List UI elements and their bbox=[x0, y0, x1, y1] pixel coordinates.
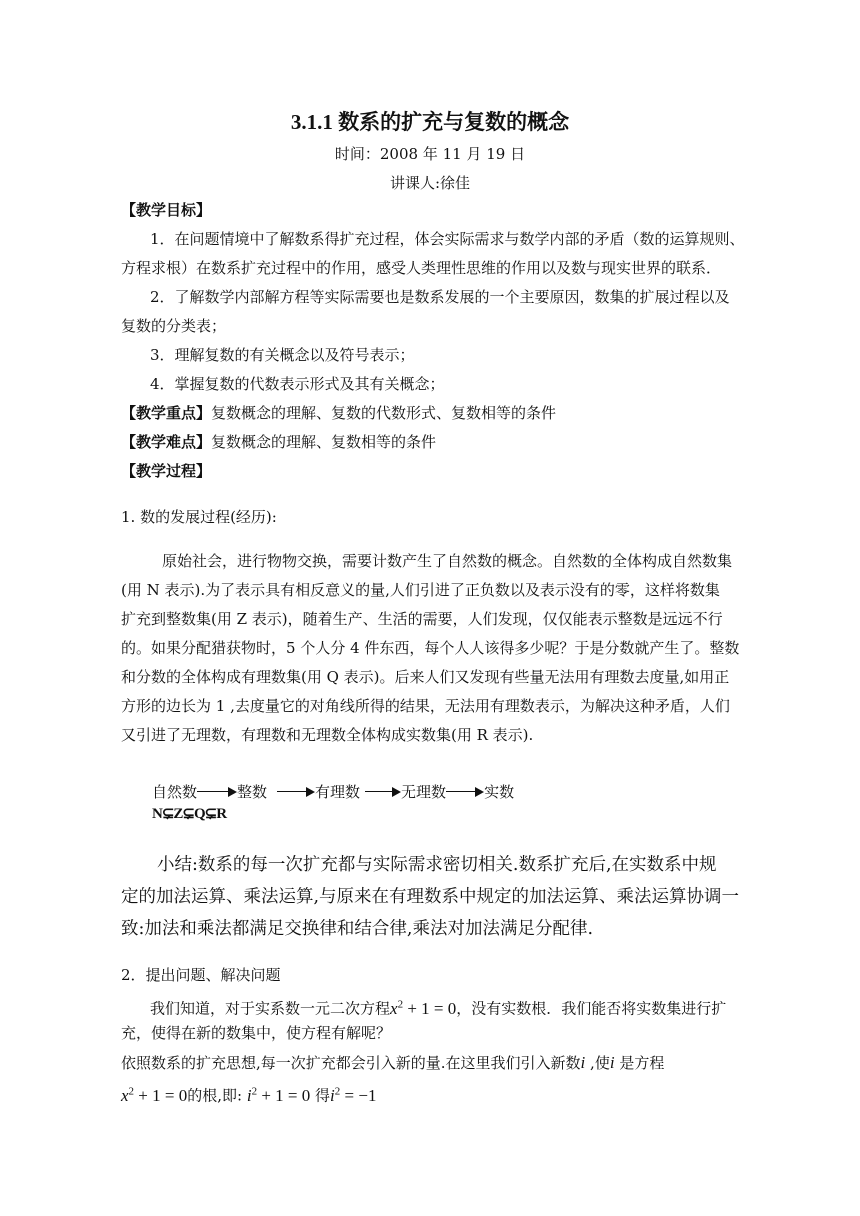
arrow-icon bbox=[446, 787, 484, 797]
page-title: 3.1.1 数系的扩充与复数的概念 bbox=[290, 110, 570, 134]
arrow-icon bbox=[197, 787, 237, 797]
section2-title: 2．提出问题、解决问题 bbox=[121, 966, 281, 984]
goal-1-line-2: 方程求根）在数系扩充过程中的作用，感受人类理性思维的作用以及数与现实世界的联系． bbox=[121, 259, 722, 277]
flow-real: 实数 bbox=[484, 783, 515, 801]
flow-integer: 整数 bbox=[237, 783, 268, 801]
section1-line-2: (用 N 表示).为了表示具有相反意义的量,人们引进了正负数以及表示没有的零，这样将数集 bbox=[121, 581, 720, 599]
goal-4: 4．掌握复数的代数表示形式及其有关概念； bbox=[150, 375, 445, 393]
section1-line-3: 扩充到整数集(用 Z 表示)，随着生产、生活的需要，人们发现，仅仅能表示整数是远远不行 bbox=[121, 610, 723, 628]
section2-line-2: 充，使得在新的数集中，使方程有解呢？ bbox=[121, 1024, 392, 1042]
goal-2-line-1: 2．了解数学内部解方程等实际需要也是数系发展的一个主要原因，数集的扩展过程以及 bbox=[150, 288, 730, 306]
section1-line-5: 和分数的全体构成有理数集(用 Q 表示)。后来人们又发现有些量无法用有理数去度量,如用正 bbox=[121, 668, 730, 686]
key-points bbox=[121, 399, 556, 428]
section2-line-4: $x^2 + 1 = 0$的根,即: $i^2 + 1 = 0$ 得$i^2 = -1$ bbox=[121, 1085, 377, 1105]
section1-line-7: 又引进了无理数，有理数和无理数全体构成实数集(用 R 表示). bbox=[121, 726, 534, 744]
summary-line-1: 小结:数系的每一次扩充都与实际需求密切相关.数系扩充后,在实数系中规 bbox=[157, 855, 717, 875]
section1-line-6: 方形的边长为 1 ,去度量它的对角线所得的结果，无法用有理数表示，为解决这种矛盾，人们 bbox=[121, 697, 730, 715]
difficulties-text: 复数概念的理解、复数相等的条件 bbox=[211, 433, 437, 451]
section2-line-1: 我们知道，对于实系数一元二次方程$x^2 + 1 = 0$，没有实数根．我们能否将实数集进行扩 bbox=[150, 998, 727, 1018]
summary-line-3: 致:加法和乘法都满足交换律和结合律,乘法对加法满足分配律. bbox=[121, 919, 594, 939]
process-heading: 【教学过程】 bbox=[121, 462, 212, 480]
equation-x2-plus-1: $x^2 + 1 = 0$ bbox=[390, 998, 457, 1018]
goal-2-line-2: 复数的分类表； bbox=[121, 317, 227, 335]
symbol-i: i bbox=[609, 1053, 615, 1072]
difficulties bbox=[121, 428, 436, 457]
flow-irrational: 无理数 bbox=[401, 783, 447, 801]
section2-line-3: 依照数系的扩充思想,每一次扩充都会引入新的量.在这里我们引入新数i ,使i 是方程 bbox=[121, 1053, 665, 1072]
equation-i2-plus-1: $i^2 + 1 = 0$ bbox=[246, 1085, 311, 1105]
lesson-teacher: 讲课人:徐佳 bbox=[389, 174, 471, 192]
equation-i2-equals-minus-1: $i^2 = -1$ bbox=[330, 1085, 377, 1105]
goal-1-line-1: 1．在问题情境中了解数系得扩充过程，体会实际需求与数学内部的矛盾（数的运算规则、 bbox=[150, 230, 745, 248]
flow-rational: 有理数 bbox=[315, 783, 361, 801]
section1-title: 1. 数的发展过程(经历): bbox=[121, 508, 277, 526]
arrow-icon bbox=[277, 787, 315, 797]
subset-chain: N⊊Z⊊Q⊊R bbox=[152, 806, 227, 822]
summary-line-2: 定的加法运算、乘法运算,与原来在有理数系中规定的加法运算、乘法运算协调一 bbox=[121, 887, 740, 907]
section1-line-4: 的。如果分配猎获物时，5 个人分 4 件东西，每个人人该得多少呢？于是分数就产生了。整数 bbox=[121, 639, 740, 657]
arrow-icon bbox=[365, 787, 401, 797]
number-system-flow bbox=[152, 781, 514, 802]
flow-natural: 自然数 bbox=[152, 783, 198, 801]
lesson-time: 时间：2008 年 11 月 19 日 bbox=[334, 145, 526, 163]
key-points-label: 【教学重点】 bbox=[121, 404, 212, 422]
key-points-text: 复数概念的理解、复数的代数形式、复数相等的条件 bbox=[211, 404, 557, 422]
goals-heading: 【教学目标】 bbox=[121, 201, 212, 219]
equation-x2-plus-1: $x^2 + 1 = 0$ bbox=[121, 1085, 188, 1105]
goal-3: 3．理解复数的有关概念以及符号表示； bbox=[150, 346, 415, 364]
difficulties-label: 【教学难点】 bbox=[121, 433, 212, 451]
symbol-i: i bbox=[580, 1053, 586, 1072]
section1-line-1: 原始社会，进行物物交换，需要计数产生了自然数的概念。自然数的全体构成自然数集 bbox=[162, 552, 733, 570]
